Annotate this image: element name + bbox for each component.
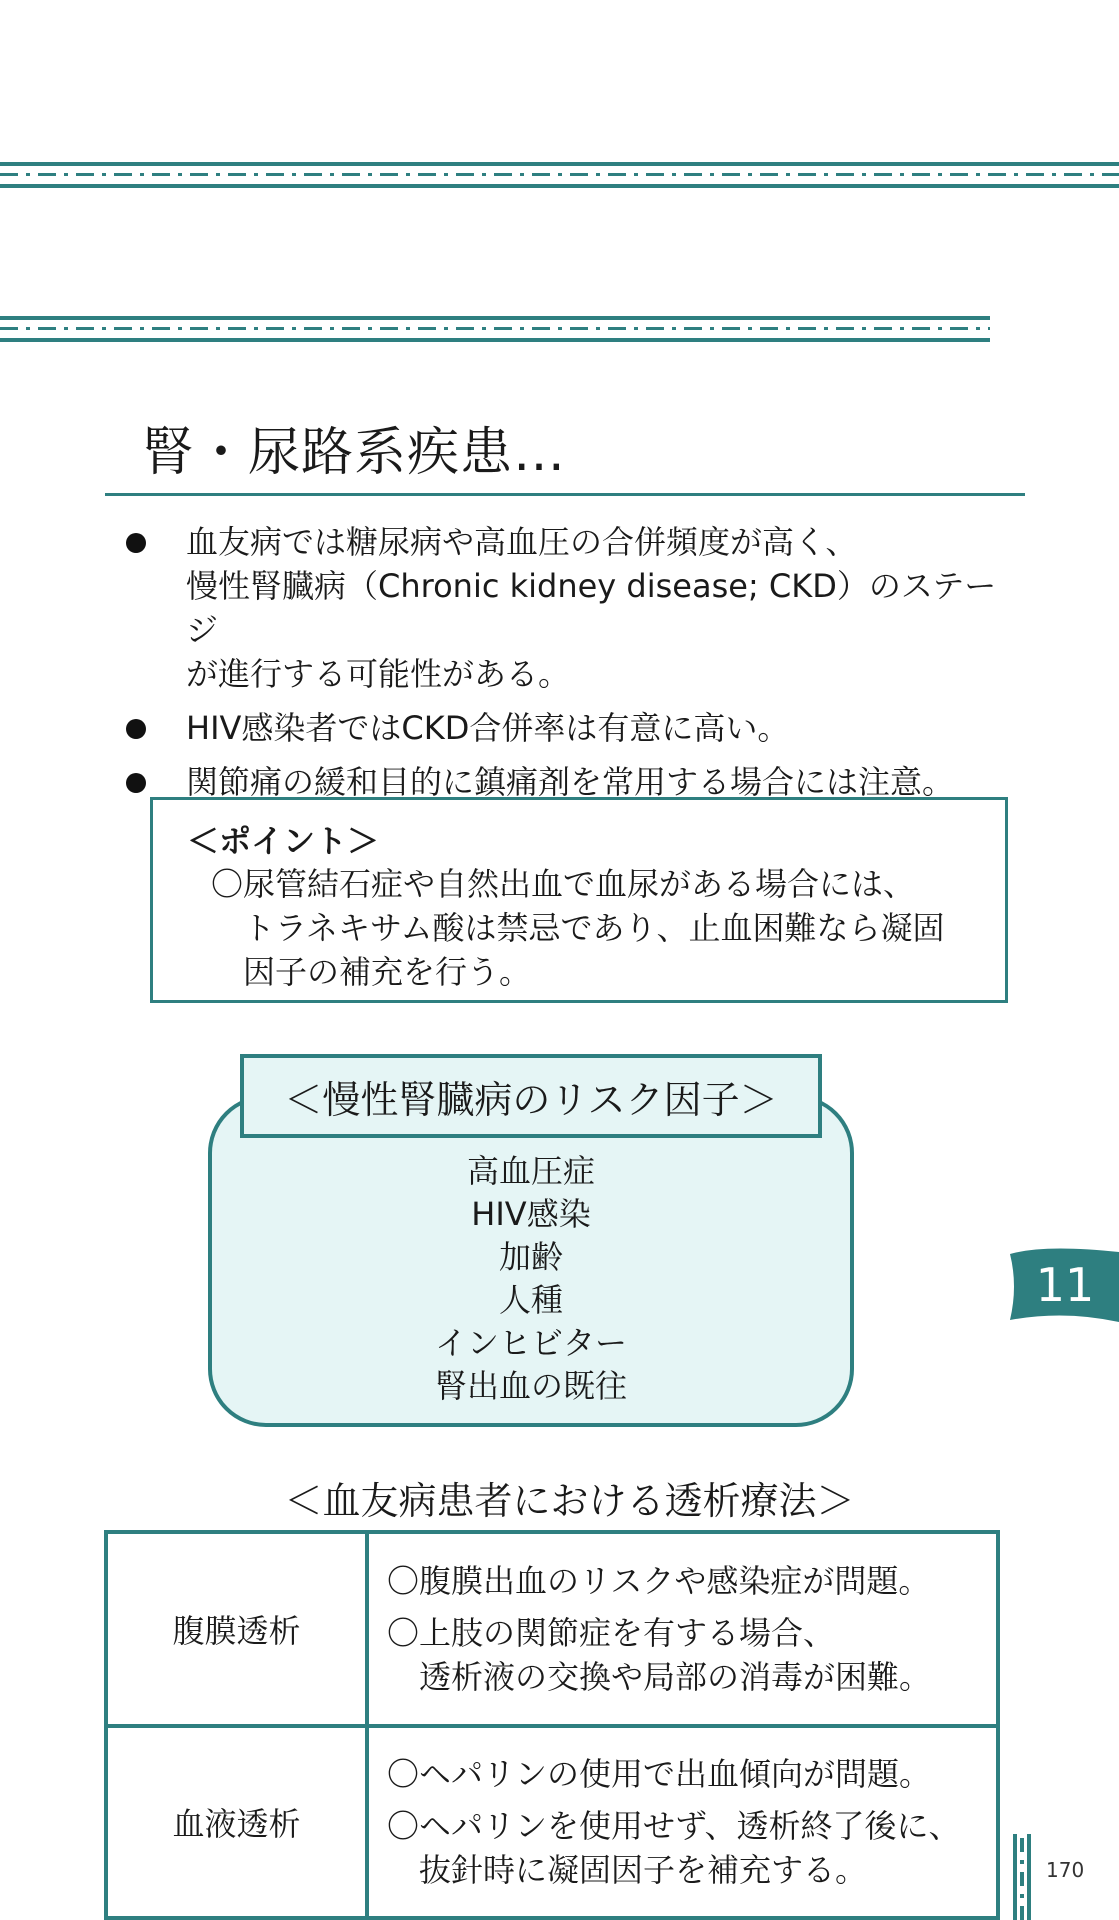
bullet-line: 慢性腎臓病（Chronic kidney disease; CKD）のステージ: [186, 567, 997, 649]
bullet-dot-icon: [126, 533, 146, 553]
dialysis-notes-cell: [367, 1726, 998, 1918]
risk-factor-item: インヒビター: [434, 1324, 627, 1362]
point-line: 因子の補充を行う。: [243, 953, 532, 991]
dialysis-type-cell: 血液透析: [106, 1726, 367, 1918]
risk-factor-item: HIV感染: [471, 1195, 591, 1233]
note-item: 〇腹膜出血のリスクや感染症が問題。: [387, 1562, 931, 1600]
page-marker-icon: [1013, 1834, 1031, 1920]
note-item: 〇ヘパリンを使用せず、透析終了後に、 抜針時に凝固因子を補充する。: [387, 1807, 961, 1889]
point-heading: ＜ポイント＞: [187, 822, 380, 860]
point-line: トラネキサム酸は禁忌であり、止血困難なら凝固: [243, 909, 945, 947]
header-band-top: [0, 162, 1119, 188]
dialysis-heading: ＜血友病患者における透析療法＞: [284, 1479, 855, 1523]
bullet-item: [124, 520, 1024, 696]
point-body: [211, 862, 991, 994]
table-row: [106, 1532, 998, 1726]
dialysis-notes-cell: [367, 1532, 998, 1726]
point-line: 〇尿管結石症や自然出血で血尿がある場合には、: [211, 865, 915, 903]
risk-factor-item: 人種: [498, 1281, 563, 1319]
bullet-line: が進行する可能性がある。: [186, 655, 571, 693]
point-box: [150, 797, 1008, 1003]
circle-mark-icon: 〇: [211, 865, 244, 903]
risk-factor-item: 高血圧症: [466, 1152, 595, 1190]
risk-factor-list: [208, 1150, 854, 1408]
title-rule: [105, 493, 1025, 496]
chapter-tab-label: 11: [1035, 1258, 1095, 1312]
bullet-dot-icon: [126, 773, 146, 793]
bullet-list: [124, 520, 1024, 814]
note-item: 〇ヘパリンの使用で出血傾向が問題。: [387, 1755, 932, 1793]
bullet-line: HIV感染者ではCKD合併率は有意に高い。: [186, 709, 790, 747]
risk-factor-item: 腎出血の既往: [434, 1367, 627, 1405]
bullet-dot-icon: [126, 719, 146, 739]
header-band-bottom: [0, 316, 990, 342]
risk-factor-item: 加齢: [498, 1238, 563, 1276]
bullet-line: 関節痛の緩和目的に鎮痛剤を常用する場合には注意。: [186, 763, 955, 801]
bullet-item: [124, 706, 1024, 750]
note-item: 〇上肢の関節症を有する場合、 透析液の交換や局部の消毒が困難。: [387, 1614, 932, 1696]
risk-factor-heading: ＜慢性腎臓病のリスク因子＞: [240, 1054, 822, 1138]
dialysis-type-cell: 腹膜透析: [106, 1532, 367, 1726]
dialysis-table: [104, 1530, 1000, 1920]
bullet-line: 血友病では糖尿病や高血圧の合併頻度が高く、: [186, 523, 858, 561]
page-title: 腎・尿路系疾患…: [142, 423, 567, 483]
table-row: [106, 1726, 998, 1918]
page-number: 170: [1046, 1858, 1085, 1882]
